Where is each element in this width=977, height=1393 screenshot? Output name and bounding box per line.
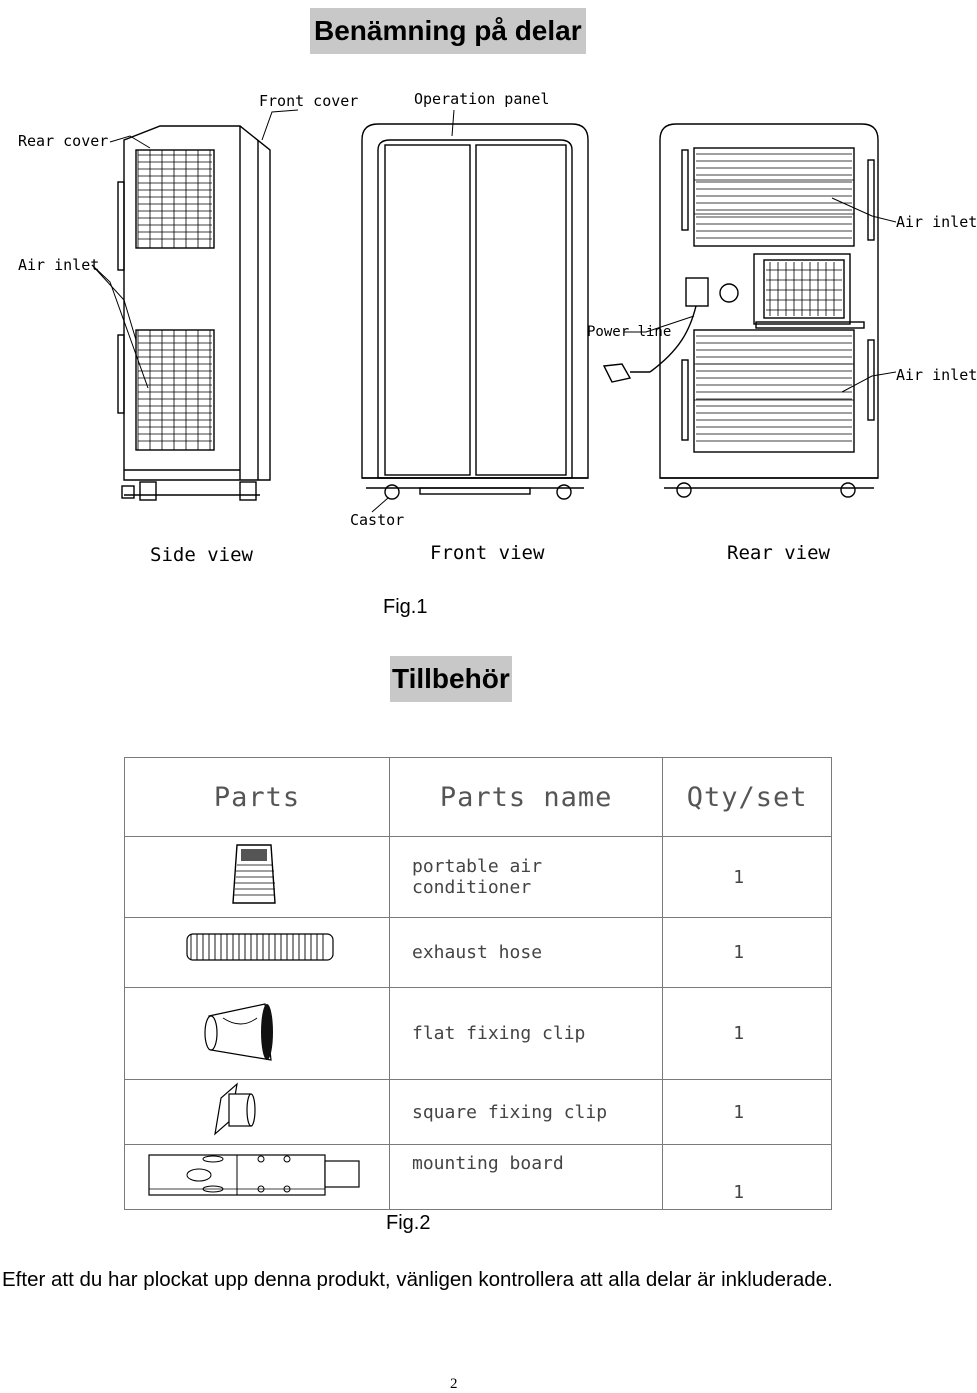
figure-1-caption: Fig.1 <box>383 596 428 618</box>
front-view-drawing <box>362 124 588 499</box>
label-castor: Castor <box>350 511 405 529</box>
column-header-qty: Qty/set <box>663 758 832 837</box>
air-conditioner-icon <box>125 837 388 912</box>
part-name-cell: flat fixing clip <box>389 988 662 1080</box>
parts-image-cell <box>125 1145 390 1210</box>
part-qty-cell: 1 <box>663 1080 832 1145</box>
instruction-text: Efter att du har plockat upp denna produkt, vänligen kontrollera att alla delar är inkluderade. <box>2 1268 833 1291</box>
label-operation-panel: Operation panel <box>414 90 550 108</box>
part-qty-cell: 1 <box>663 837 832 918</box>
table-row <box>125 837 832 918</box>
exhaust-hose-icon <box>125 918 388 982</box>
column-header-parts-name: Parts name <box>389 758 662 837</box>
side-view-drawing <box>118 126 270 500</box>
part-name-cell: mounting board <box>389 1145 662 1210</box>
figure-2-caption: Fig.2 <box>386 1212 431 1234</box>
label-rear-cover: Rear cover <box>18 132 109 150</box>
table-row <box>125 918 832 988</box>
parts-image-cell <box>125 988 390 1080</box>
part-qty-cell: 1 <box>663 918 832 988</box>
part-qty-cell: 1 <box>663 1145 832 1210</box>
section-title-accessories: Tillbehör <box>390 656 512 702</box>
column-header-parts: Parts <box>125 758 390 837</box>
caption-front-view: Front view <box>430 542 545 564</box>
label-front-cover: Front cover <box>259 92 359 110</box>
label-air-inlet-rear-top: Air inlet <box>896 213 977 231</box>
square-fixing-clip-icon <box>125 1080 388 1139</box>
table-row <box>125 1080 832 1145</box>
parts-image-cell <box>125 837 390 918</box>
flat-fixing-clip-icon <box>125 988 388 1074</box>
label-air-inlet-side: Air inlet <box>18 256 100 274</box>
part-qty-cell: 1 <box>663 988 832 1080</box>
label-power-line: Power line <box>587 324 672 340</box>
mounting-board-icon <box>125 1145 388 1204</box>
parts-image-cell <box>125 1080 390 1145</box>
part-name-cell: square fixing clip <box>389 1080 662 1145</box>
parts-table <box>124 757 832 1210</box>
section-title-parts: Benämning på delar <box>310 8 586 54</box>
caption-rear-view: Rear view <box>727 542 830 564</box>
label-air-inlet-rear-bottom: Air inlet <box>896 366 977 384</box>
caption-side-view: Side view <box>150 544 253 566</box>
table-header-row <box>125 758 832 837</box>
page-number: 2 <box>450 1376 458 1392</box>
parts-image-cell <box>125 918 390 988</box>
table-row <box>125 988 832 1080</box>
table-row <box>125 1145 832 1210</box>
part-name-cell: exhaust hose <box>389 918 662 988</box>
part-name-cell: portable air conditioner <box>389 837 662 918</box>
